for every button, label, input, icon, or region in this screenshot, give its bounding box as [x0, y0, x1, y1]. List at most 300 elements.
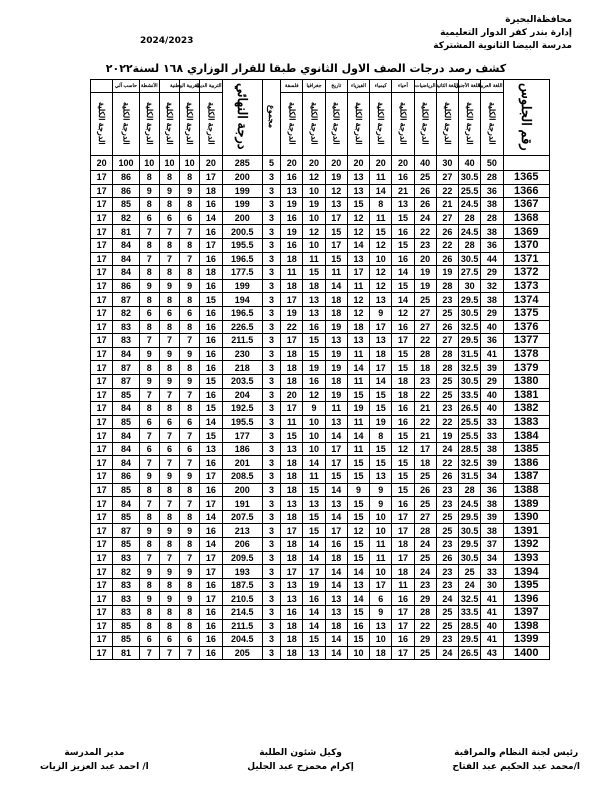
grade-cell: 14	[303, 606, 325, 620]
max-score-cell: 20	[370, 156, 392, 171]
grade-cell: 13	[325, 198, 347, 212]
seat-number-cell: 1370	[503, 238, 550, 252]
max-score-cell: 5	[262, 156, 280, 171]
grade-cell: 9	[139, 565, 159, 579]
grade-cell: 8	[159, 402, 179, 416]
max-score-cell: 100	[113, 156, 139, 171]
grade-cell: 15	[281, 429, 303, 443]
grade-cell: 16	[281, 211, 303, 225]
grade-cell: 3	[262, 374, 280, 388]
grade-cell: 19	[436, 266, 458, 280]
grade-cell: 17	[91, 551, 113, 565]
grade-cell: 19	[303, 578, 325, 592]
grade-cell: 13	[392, 198, 414, 212]
grade-cell: 7	[159, 225, 179, 239]
grade-cell: 17	[91, 510, 113, 524]
grade-cell: 8	[159, 606, 179, 620]
grade-cell: 200	[222, 483, 262, 497]
grade-cell: 16	[200, 252, 222, 266]
grade-cell: 195.5	[222, 238, 262, 252]
grade-cell: 9	[180, 347, 200, 361]
grade-cell: 17	[91, 225, 113, 239]
column-header: الدرجة الكلية	[113, 93, 139, 156]
grade-cell: 15	[370, 442, 392, 456]
grade-cell: 13	[303, 497, 325, 511]
seat-number-cell: 1391	[503, 524, 550, 538]
grade-cell: 17	[370, 578, 392, 592]
seat-number-cell: 1367	[503, 198, 550, 212]
grade-cell: 8	[139, 402, 159, 416]
grade-cell: 11	[392, 578, 414, 592]
grade-cell: 44	[481, 252, 503, 266]
grade-cell: 29	[481, 374, 503, 388]
grade-cell: 13	[325, 606, 347, 620]
grade-cell: 8	[139, 361, 159, 375]
grade-cell: 7	[139, 225, 159, 239]
grade-cell: 7	[139, 456, 159, 470]
subject-name: التربية الدينية	[200, 80, 222, 93]
grade-cell: 16	[200, 388, 222, 402]
grade-cell: 83	[113, 578, 139, 592]
seat-number-cell: 1372	[503, 266, 550, 280]
seat-number-cell: 1380	[503, 374, 550, 388]
table-row	[91, 429, 550, 443]
grade-cell: 17	[91, 497, 113, 511]
grade-cell: 17	[91, 334, 113, 348]
grade-cell: 26	[414, 198, 436, 212]
grade-cell: 18	[392, 565, 414, 579]
column-header: الدرجة الكلية	[139, 93, 159, 156]
grade-cell: 24.5	[459, 198, 481, 212]
grade-cell: 15	[347, 606, 369, 620]
grade-cell: 7	[159, 497, 179, 511]
grade-cell: 205	[222, 646, 262, 660]
grade-cell: 17	[370, 320, 392, 334]
grade-cell: 3	[262, 320, 280, 334]
grade-cell: 12	[392, 306, 414, 320]
grade-cell: 84	[113, 238, 139, 252]
grade-cell: 18	[325, 619, 347, 633]
grade-cell: 83	[113, 334, 139, 348]
grade-cell: 11	[370, 171, 392, 185]
grade-cell: 3	[262, 266, 280, 280]
subject-name: التربية الوطنية	[180, 80, 200, 93]
column-header: الدرجة الكلية	[325, 93, 347, 156]
grade-cell: 27	[436, 334, 458, 348]
column-header: مجموع	[262, 80, 280, 156]
grade-cell: 19	[325, 171, 347, 185]
grade-cell: 214.5	[222, 606, 262, 620]
grade-cell: 18	[325, 293, 347, 307]
seat-number-cell: 1385	[503, 442, 550, 456]
column-header: الدرجة الكلية	[459, 93, 481, 156]
grade-cell: 186	[222, 442, 262, 456]
seat-number-cell: 1387	[503, 470, 550, 484]
grade-cell: 18	[392, 538, 414, 552]
subject-name: الفيزياء	[347, 80, 369, 93]
grade-cell: 23	[414, 374, 436, 388]
grade-cell: 213	[222, 524, 262, 538]
grade-cell: 29.5	[459, 510, 481, 524]
seat-number-cell: 1375	[503, 306, 550, 320]
grade-cell: 25	[436, 619, 458, 633]
table-row	[91, 633, 550, 647]
seat-number-cell: 1388	[503, 483, 550, 497]
grade-cell: 15	[370, 388, 392, 402]
grade-cell: 9	[180, 524, 200, 538]
grade-cell: 9	[139, 184, 159, 198]
grade-cell: 38	[481, 293, 503, 307]
grade-cell: 10	[303, 211, 325, 225]
grade-cell: 14	[200, 510, 222, 524]
grade-cell: 6	[139, 306, 159, 320]
grade-cell: 19	[436, 429, 458, 443]
grade-cell: 3	[262, 225, 280, 239]
grade-cell: 3	[262, 578, 280, 592]
grade-cell: 23	[414, 238, 436, 252]
grade-cell: 15	[200, 374, 222, 388]
grade-cell: 8	[159, 619, 179, 633]
grade-cell: 17	[200, 592, 222, 606]
grade-cell: 6	[180, 415, 200, 429]
table-row	[91, 470, 550, 484]
column-header: رقم الجلوس	[503, 80, 550, 156]
grade-cell: 17	[91, 238, 113, 252]
grade-cell: 14	[347, 429, 369, 443]
grade-cell: 25	[414, 470, 436, 484]
grade-cell: 8	[180, 361, 200, 375]
grade-cell: 30.5	[459, 171, 481, 185]
grade-cell: 8	[139, 578, 159, 592]
grade-cell: 3	[262, 252, 280, 266]
grade-cell: 17	[325, 456, 347, 470]
grade-cell: 3	[262, 198, 280, 212]
grade-cell: 191	[222, 497, 262, 511]
grade-cell: 14	[347, 565, 369, 579]
table-row	[91, 456, 550, 470]
grade-cell: 13	[303, 646, 325, 660]
grade-cell: 7	[159, 388, 179, 402]
grade-cell: 16	[200, 334, 222, 348]
seat-number-cell: 1397	[503, 606, 550, 620]
grade-cell: 11	[303, 470, 325, 484]
seat-number-cell: 1383	[503, 415, 550, 429]
grade-cell: 41	[481, 592, 503, 606]
grade-cell: 17	[91, 538, 113, 552]
grade-cell: 12	[325, 184, 347, 198]
grade-cell: 6	[159, 442, 179, 456]
grade-cell: 14	[370, 374, 392, 388]
grade-cell: 17	[91, 470, 113, 484]
grade-cell: 17	[91, 606, 113, 620]
grade-cell: 32.5	[459, 456, 481, 470]
max-score-cell: 20	[392, 156, 414, 171]
max-score-cell: 20	[200, 156, 222, 171]
grade-cell: 19	[325, 347, 347, 361]
grade-cell: 14	[200, 211, 222, 225]
seat-number-cell: 1386	[503, 456, 550, 470]
grade-cell: 192.5	[222, 402, 262, 416]
grade-cell: 33	[481, 429, 503, 443]
table-row	[91, 347, 550, 361]
table-row	[91, 320, 550, 334]
grade-cell: 8	[139, 198, 159, 212]
grade-cell: 11	[303, 252, 325, 266]
grade-cell: 15	[347, 497, 369, 511]
grade-cell: 17	[370, 361, 392, 375]
grade-cell: 15	[347, 538, 369, 552]
grade-cell: 12	[370, 279, 392, 293]
grade-cell: 13	[281, 497, 303, 511]
grade-cell: 15	[347, 510, 369, 524]
grade-cell: 15	[303, 524, 325, 538]
grade-cell: 87	[113, 374, 139, 388]
grade-cell: 17	[91, 565, 113, 579]
grade-cell: 23	[414, 578, 436, 592]
grade-cell: 17	[91, 483, 113, 497]
grade-cell: 9	[139, 347, 159, 361]
grade-cell: 21	[436, 198, 458, 212]
grade-cell: 9	[139, 470, 159, 484]
grade-cell: 8	[180, 171, 200, 185]
grade-cell: 9	[159, 524, 179, 538]
table-row	[91, 402, 550, 416]
grade-cell: 11	[325, 266, 347, 280]
signature-name: ا/ احمد عبد العزيز الزيات	[40, 762, 149, 772]
grade-cell: 21	[392, 184, 414, 198]
grade-cell: 9	[180, 565, 200, 579]
table-row	[91, 211, 550, 225]
grade-cell: 12	[347, 293, 369, 307]
seat-number-cell: 1399	[503, 633, 550, 647]
grade-cell: 22	[414, 415, 436, 429]
grade-cell: 7	[139, 646, 159, 660]
grade-cell: 15	[325, 252, 347, 266]
grade-cell: 19	[281, 198, 303, 212]
grade-cell: 3	[262, 347, 280, 361]
grade-cell: 17	[200, 171, 222, 185]
grade-cell: 28	[436, 361, 458, 375]
grade-cell: 15	[392, 456, 414, 470]
grade-cell: 16	[200, 361, 222, 375]
max-score-cell: 10	[159, 156, 179, 171]
signature-role: رئيس لجنة النظام والمراقبة	[454, 748, 579, 758]
grade-cell: 19	[370, 415, 392, 429]
grade-cell: 14	[325, 565, 347, 579]
grade-cell: 15	[370, 402, 392, 416]
grade-cell: 8	[139, 266, 159, 280]
seat-number-cell: 1371	[503, 252, 550, 266]
grade-cell: 8	[159, 361, 179, 375]
grade-cell: 15	[392, 238, 414, 252]
grade-cell: 211.5	[222, 619, 262, 633]
grade-cell: 32.5	[459, 320, 481, 334]
grade-cell: 30.5	[459, 374, 481, 388]
grade-cell: 26	[436, 252, 458, 266]
seat-number-cell: 1374	[503, 293, 550, 307]
signature-block	[247, 746, 354, 774]
grade-cell: 17	[325, 238, 347, 252]
grade-cell: 3	[262, 306, 280, 320]
grade-cell: 83	[113, 606, 139, 620]
seat-number-cell: 1373	[503, 279, 550, 293]
grade-cell: 18	[281, 510, 303, 524]
subject-name: الرياضيات	[414, 80, 436, 93]
grade-cell: 38	[481, 198, 503, 212]
column-header: الدرجة الكلية	[414, 93, 436, 156]
grade-cell: 41	[481, 633, 503, 647]
grade-cell: 86	[113, 171, 139, 185]
grade-cell: 10	[347, 646, 369, 660]
grade-cell: 7	[159, 646, 179, 660]
grade-cell: 15	[392, 470, 414, 484]
grade-cell: 17	[91, 402, 113, 416]
grade-cell: 3	[262, 279, 280, 293]
seat-number-cell: 1378	[503, 347, 550, 361]
grade-cell: 14	[325, 429, 347, 443]
grade-cell: 17	[347, 266, 369, 280]
grade-cell: 8	[180, 320, 200, 334]
grade-cell: 10	[370, 524, 392, 538]
grade-cell: 27.5	[459, 266, 481, 280]
grade-cell: 85	[113, 415, 139, 429]
grade-cell: 7	[180, 388, 200, 402]
grade-cell: 21	[414, 402, 436, 416]
grade-cell: 40	[481, 402, 503, 416]
grade-cell: 85	[113, 510, 139, 524]
grade-cell: 14	[303, 538, 325, 552]
grade-cell: 16	[347, 619, 369, 633]
grade-cell: 38	[481, 497, 503, 511]
grade-cell: 34	[481, 551, 503, 565]
grade-cell: 195.5	[222, 415, 262, 429]
grade-cell: 19	[303, 361, 325, 375]
column-header: الدرجة الكلية	[303, 93, 325, 156]
grade-cell: 31.5	[459, 347, 481, 361]
grade-cell: 33.5	[459, 606, 481, 620]
grade-cell: 13	[325, 592, 347, 606]
grade-cell: 84	[113, 252, 139, 266]
grade-cell: 22	[436, 238, 458, 252]
grade-cell: 23	[436, 293, 458, 307]
grade-cell: 13	[281, 442, 303, 456]
grade-cell: 17	[91, 619, 113, 633]
grade-cell: 84	[113, 497, 139, 511]
grade-cell: 204	[222, 388, 262, 402]
grade-cell: 14	[325, 510, 347, 524]
grade-cell: 10	[370, 510, 392, 524]
grade-cell: 30.5	[459, 252, 481, 266]
subject-name: أحياء	[392, 80, 414, 93]
grade-cell: 13	[347, 184, 369, 198]
table-row	[91, 198, 550, 212]
grade-cell: 18	[281, 470, 303, 484]
grade-cell: 40	[481, 388, 503, 402]
grade-cell: 19	[281, 306, 303, 320]
grade-cell: 39	[481, 456, 503, 470]
grade-cell: 16	[200, 347, 222, 361]
grade-cell: 19	[414, 266, 436, 280]
grade-cell: 14	[370, 184, 392, 198]
grade-cell: 8	[159, 171, 179, 185]
grade-cell: 15	[347, 456, 369, 470]
column-header: الدرجة الكلية	[91, 93, 113, 156]
grade-cell: 39	[481, 361, 503, 375]
grade-cell: 15	[392, 347, 414, 361]
grade-cell: 13	[200, 442, 222, 456]
grade-cell: 24	[414, 565, 436, 579]
seat-number-cell: 1366	[503, 184, 550, 198]
grade-cell: 17	[91, 415, 113, 429]
grade-cell: 9	[159, 184, 179, 198]
grade-cell: 17	[91, 266, 113, 280]
grade-cell: 10	[303, 184, 325, 198]
grade-cell: 7	[180, 497, 200, 511]
seat-number-cell: 1396	[503, 592, 550, 606]
grade-cell: 32	[481, 279, 503, 293]
grade-cell: 18	[281, 619, 303, 633]
grade-cell: 13	[347, 171, 369, 185]
table-row	[91, 619, 550, 633]
grade-cell: 196.5	[222, 252, 262, 266]
grade-cell: 17	[392, 510, 414, 524]
grade-cell: 3	[262, 606, 280, 620]
grade-cell: 14	[347, 592, 369, 606]
grade-cell: 8	[370, 198, 392, 212]
grade-cell: 25.5	[459, 415, 481, 429]
grade-cell: 39	[481, 510, 503, 524]
grades-table	[90, 79, 550, 660]
seat-number-cell: 1398	[503, 619, 550, 633]
grade-cell: 17	[281, 293, 303, 307]
grade-cell: 25.5	[459, 429, 481, 443]
grade-cell: 18	[414, 456, 436, 470]
column-header: الدرجة الكلية	[347, 93, 369, 156]
grade-cell: 84	[113, 266, 139, 280]
table-row	[91, 374, 550, 388]
grade-cell: 26	[436, 320, 458, 334]
grade-cell: 9	[139, 524, 159, 538]
grade-cell: 17	[414, 442, 436, 456]
column-header: الدرجة الكلية	[481, 93, 503, 156]
grade-cell: 85	[113, 388, 139, 402]
grade-cell: 7	[139, 551, 159, 565]
administration-label: إدارة بندر كفر الدوار التعليمية	[440, 28, 572, 38]
grade-cell: 12	[370, 266, 392, 280]
grade-cell: 13	[370, 619, 392, 633]
seat-number-cell: 1400	[503, 646, 550, 660]
grade-cell: 19	[414, 279, 436, 293]
seat-number-cell: 1377	[503, 334, 550, 348]
grade-cell: 9	[159, 374, 179, 388]
grade-cell: 8	[180, 538, 200, 552]
grade-cell: 87	[113, 293, 139, 307]
grade-cell: 17	[91, 279, 113, 293]
grade-cell: 18	[281, 538, 303, 552]
grade-cell: 15	[392, 279, 414, 293]
grade-cell: 81	[113, 646, 139, 660]
seat-number-cell: 1390	[503, 510, 550, 524]
grade-cell: 16	[200, 456, 222, 470]
grade-cell: 17	[91, 592, 113, 606]
grade-cell: 16	[200, 483, 222, 497]
grade-cell: 230	[222, 347, 262, 361]
grade-cell: 8	[159, 483, 179, 497]
grade-cell: 6	[139, 442, 159, 456]
grade-cell: 16	[200, 578, 222, 592]
grade-cell: 3	[262, 510, 280, 524]
max-score-cell: 285	[222, 156, 262, 171]
